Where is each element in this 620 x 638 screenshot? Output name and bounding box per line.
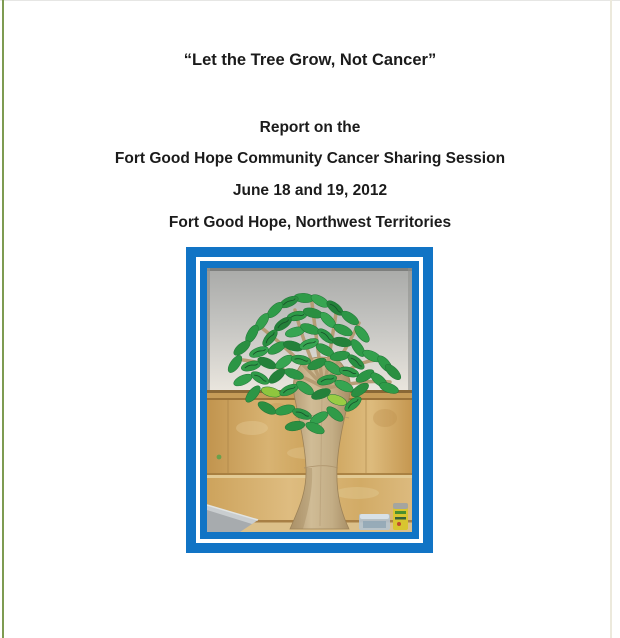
cover-photo [207,268,412,532]
scan-edge-top [0,0,620,1]
scan-edge-right [610,0,612,638]
report-location-line: Fort Good Hope, Northwest Territories [168,214,452,231]
report-subtitle-line: Report on the [259,119,361,136]
report-date-line: June 18 and 19, 2012 [232,182,388,199]
cover-photo-frame-white-stripe [196,257,423,543]
yellow-can [393,503,408,530]
scan-edge-left [2,0,4,638]
report-title: “Let the Tree Grow, Not Cancer” [183,51,437,69]
green-sticker [217,455,222,460]
plastic-bin [359,514,390,530]
cover-photo-frame-inner [200,261,419,539]
report-session-line: Fort Good Hope Community Cancer Sharing Session [114,150,506,167]
cover-photo-frame [186,247,433,553]
